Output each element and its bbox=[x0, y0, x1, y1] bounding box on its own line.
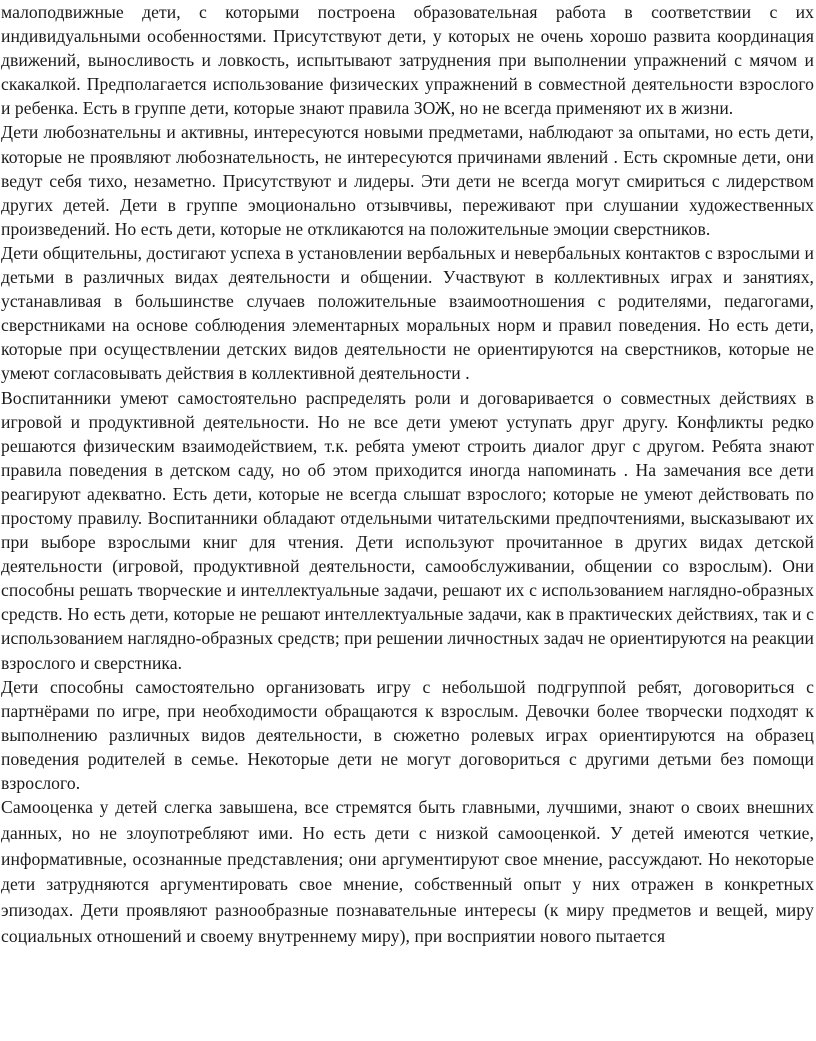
paragraph-self-esteem: Самооценка у детей слегка завышена, все стремятся быть главными, лучшими, знают о своих внешних данных, но не злоупотребляют ими. Но есть дети с низкой самооценкой. У детей имеются четкие, информативные, осознанные представления; они аргументируют свое мнение, рассуждают. Но некоторые дети затрудняются аргументировать свое мнение, собственный опыт у них отражен в конкретных эпизодах. Дети проявляют разнообразные познавательные интересы (к миру предметов и вещей, миру социальных отношений и своему внутреннему миру), при восприятии нового пытается bbox=[1, 797, 814, 947]
paragraph-curiosity: Дети любознательны и активны, интересуются новыми предметами, наблюдают за опытами, но есть дети, которые не проявляют любознательность, не интересуются причинами явлений . Есть скромные дети, они ведут себя тихо, незаметно. Присутствуют и лидеры. Эти дети не всегда могут смириться с лидерством других детей. Дети в группе эмоционально отзывчивы, переживают при слушании художественных произведений. Но есть дети, которые не откликаются на положительные эмоции сверстников. bbox=[1, 122, 814, 239]
paragraph-physical-development: малоподвижные дети, с которыми построена образовательная работа в соответствии с их индивидуальными особенностями. Присутствуют дети, у которых не очень хорошо развита координация движений, выносливость и ловкость, испытывают затруднения при выполнении упражнений с мячом и скакалкой. Предполагается использование физических упражнений в совместной деятельности взрослого и ребенка. Есть в группе дети, которые знают правила ЗОЖ, но не всегда применяют их в жизни. bbox=[1, 2, 814, 119]
paragraph-play-organization: Дети способны самостоятельно организовать игру с небольшой подгруппой ребят, договориться с партнёрами по игре, при необходимости обращаются к взрослым. Девочки более творчески подходят к выполнению различных видов деятельности, в сюжетно ролевых играх ориентируются на образец поведения родителей в семье. Некоторые дети не могут договориться с другими детьми без помощи взрослого. bbox=[1, 676, 814, 793]
paragraph-pupils-roles: Воспитанники умеют самостоятельно распределять роли и договаривается о совместных действиях в игровой и продуктивной деятельности. Но не все дети умеют уступать друг другу. Конфликты редко решаются физическим взаимодействием, т.к. ребята умеют строить диалог друг с другом. Ребята знают правила поведения в детском саду, но об этом приходится иногда напоминать . На замечания все дети реагируют адекватно. Есть дети, которые не всегда слышат взрослого; которые не умеют действовать по простому правилу. Воспитанники обладают отдельными читательскими предпочтениями, высказывают их при выборе взрослыми книг для чтения. Дети используют прочитанное в других видах детской деятельности (игровой, продуктивной деятельности, самообслуживании, общении со взрослым). Они способны решать творческие и интеллектуальные задачи, решают их с использованием наглядно-образных средств. Но есть дети, которые не решают интеллектуальные задачи, как в практических действиях, так и с использованием наглядно-образных средств; при решении личностных задач не ориентируются на реакции взрослого и сверстника. bbox=[1, 387, 814, 673]
paragraph-communication: Дети общительны, достигают успеха в установлении вербальных и невербальных контактов с взрослыми и детьми в различных видах деятельности и общении. Участвуют в коллективных играх и занятиях, устанавливая в большинстве случаев положительные взаимоотношения с родителями, педагогами, сверстниками на основе соблюдения элементарных моральных норм и правил поведения. Но есть дети, которые при осуществлении детских видов деятельности не ориентируются на сверстников, которые не умеют согласовывать действия в коллективной деятельности . bbox=[1, 242, 814, 384]
